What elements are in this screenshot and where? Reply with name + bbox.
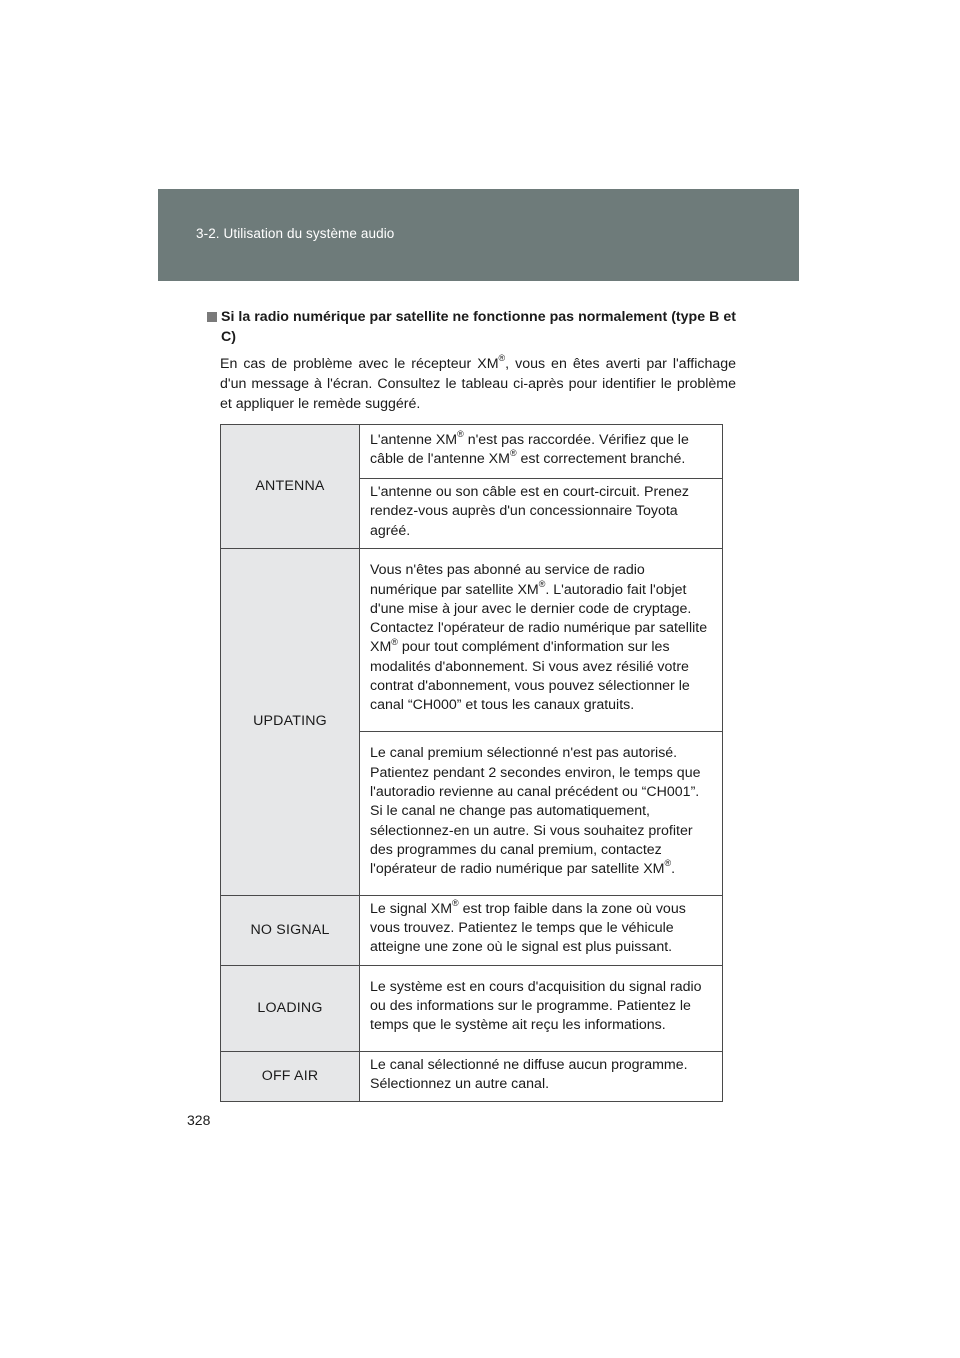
subsection-heading-text: Si la radio numérique par satellite ne fonctionne pas normalement (type B et C) <box>221 309 736 345</box>
page-number: 328 <box>187 1112 211 1128</box>
desc-text: Le canal premium sélectionné n'est pas autorisé. Patientez pendant 2 secondes environ, le temps que l'autoradio revienne au canal précédent ou “CH001”. Si le canal ne change pas automatiquement, sélectionnez-en un autre. Si vous souhaitez profiter des programmes du canal premium, contactez l'opérateur de radio numérique par satellite XM <box>370 745 701 878</box>
message-desc-antenna-1 <box>360 425 723 479</box>
desc-text: Vous n'êtes pas abonné au service de radio numérique par satellite XM <box>370 562 645 598</box>
message-name-no-signal: NO SIGNAL <box>221 895 360 965</box>
table-row-updating-1 <box>221 548 723 731</box>
intro-text-part1: En cas de problème avec le récepteur XM <box>220 356 499 372</box>
message-name-loading: LOADING <box>221 965 360 1051</box>
square-bullet-icon <box>207 312 217 322</box>
message-table <box>220 424 723 1102</box>
subsection-heading <box>207 307 736 347</box>
content-area <box>207 307 736 414</box>
table-row-no-signal <box>221 895 723 965</box>
registered-mark: ® <box>509 448 517 459</box>
message-desc-no-signal <box>360 895 723 965</box>
desc-text: Le signal XM <box>370 900 453 917</box>
registered-mark: ® <box>457 428 464 439</box>
section-header-band <box>158 189 799 281</box>
registered-mark: ® <box>498 353 506 364</box>
registered-mark: ® <box>538 578 546 589</box>
desc-text: pour tout complément d'information sur les modalités d'abonnement. Si vous avez résilié votre contrat d'abonnement, vous pouvez sélectionner le canal “CH000” et tous les canaux gratuits. <box>370 639 690 714</box>
desc-text: . <box>671 861 676 878</box>
message-desc-loading: Le système est en cours d'acquisition du signal radio ou des informations sur le programme. Patientez le temps que le système ait reçu les informations. <box>360 965 723 1051</box>
registered-mark: ® <box>391 636 398 647</box>
message-desc-antenna-2: L'antenne ou son câble est en court-circuit. Prenez rendez-vous auprès d'un concessionnaire Toyota agréé. <box>360 479 723 549</box>
message-desc-off-air: Le canal sélectionné ne diffuse aucun programme. Sélectionnez un autre canal. <box>360 1051 723 1102</box>
message-name-off-air: OFF AIR <box>221 1051 360 1102</box>
desc-text: . L'autoradio fait l'objet d'une mise à jour avec le dernier code de cryptage. Contactez l'opérateur de radio numérique par satellite XM <box>370 581 708 656</box>
section-title: 3-2. Utilisation du système audio <box>196 226 395 241</box>
message-desc-updating-1 <box>360 548 723 731</box>
message-desc-updating-2 <box>360 731 723 895</box>
intro-text-part2: , vous en êtes averti par l'affichage d'un message à l'écran. Consultez le tableau ci-après pour identifier le problème et appliquer le remède suggéré. <box>220 356 737 412</box>
desc-text: L'antenne XM <box>370 431 458 448</box>
desc-text: n'est pas raccordée. Vérifiez que le câble de l'antenne XM <box>370 431 689 467</box>
table-row-off-air <box>221 1051 723 1102</box>
message-name-updating: UPDATING <box>221 548 360 895</box>
table-row-antenna-1 <box>221 425 723 479</box>
registered-mark: ® <box>664 858 672 869</box>
desc-text: est trop faible dans la zone où vous vous trouvez. Patientez le temps que le véhicule atteigne une zone où le signal est plus puissant. <box>370 900 686 956</box>
message-name-antenna: ANTENNA <box>221 425 360 549</box>
desc-text: est correctement branché. <box>516 451 686 467</box>
intro-paragraph <box>220 354 736 414</box>
table-row-loading <box>221 965 723 1051</box>
registered-mark: ® <box>452 898 459 909</box>
